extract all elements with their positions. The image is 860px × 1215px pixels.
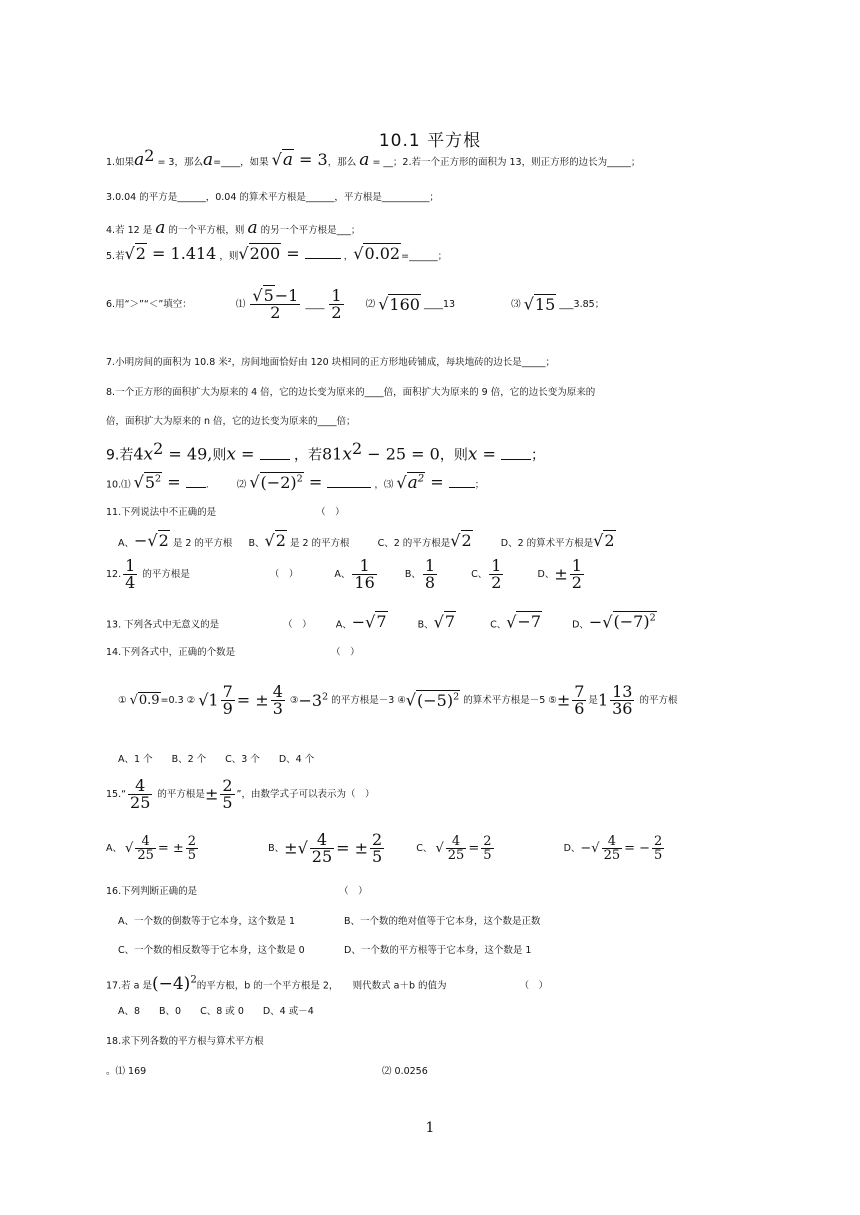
question-15: 15.“ $\frac{4}{25}$ 的平方根是± $\frac{2}{5}$ ”，由数学式子可以表示为（ ） [106,776,375,812]
question-14-stem: 14.下列各式中，正确的个数是 （ ） [106,647,360,658]
page-number: 1 [425,1120,435,1136]
question-9: 9.若$4x^2 = 49$,则x = ，若$81x^2 - 25 = 0$，则x = ； [106,439,545,465]
question-17: 17.若 a 是$(-4)^2$的平方根，b 的一个平方根是 2， 则代数式 a＋b 的值为 （ ） [106,973,549,994]
question-11-stem: 11.下列说法中不正确的是 （ ） [106,507,345,518]
question-8-line-1: 8.一个正方形的面积扩大为原来的 4 倍，它的边长变为原来的____倍，面积扩大为原来的 9 倍，它的边长变为原来的 [106,387,596,398]
question-14-items: ① √0.9=0.3 ② √1 $\frac{7}{9}$ = ± $\frac{4}{3}$ $③-3^2$ 的平方根是－3 $④√(-5)^2$ 的算术平方根是－5 ⑤± $\frac{7}{6}$ 是1 $\frac{13}{36}$ 的平方根 [118,682,678,718]
question-12: 12. $\frac{1}{4}$ 的平方根是 （ ） A、 $\frac{1}{16}$ B、 $\frac{1}{8}$ C、 $\frac{1}{2}$ D、± $\frac{1}{2}$ [106,556,582,592]
fraction: $\frac{√5-1}{2}$ [252,286,299,322]
question-18-part-2: ⑵ 0.0256 [382,1066,428,1077]
question-17-options: A、8 B、0 C、8 或 0 D、4 或－4 [118,1006,314,1017]
question-6: 6.用“＞”“＜”填空： ⑴ $\frac{√5-1}{2}$ ____ $\frac{1}{2}$ ⑵ √160 ____13 ⑶ √15 ___3.85； [106,286,605,322]
question-1: 1.如果$a^2 = 3$，那么a=____，如果 √a = 3，那么 a = __；2.若一个正方形的面积为 13，则正方形的边长为_____； [106,146,641,171]
question-7: 7.小明房间的面积为 10.8 米²，房间地面恰好由 120 块相同的正方形地砖铺成，每块地砖的边长是_____； [106,357,555,368]
question-10: 10.⑴ $√5^2$ = . ⑵ $√(-2)^2$ = ，⑶ $√a^2$ = ； [106,472,485,493]
question-18-stem: 18.求下列各数的平方根与算术平方根 [106,1036,264,1047]
question-3: 3.0.04 的平方是______，0.04 的算术平方根是______，平方根是__________； [106,192,439,203]
question-15-options: A、 √ $\frac{4}{25}$ = ± $\frac{2}{5}$ B、±√ $\frac{4}{25}$ = ± $\frac{2}{5}$ C、 √ $\frac{4}{25}$ = $\frac{2}{5}$ D、−√ $\frac{4}{25}$ = − $\frac{2}{5}$ [106,830,663,866]
question-16-option-d: D、一个数的平方根等于它本身，这个数是 1 [344,945,532,956]
question-13: 13. 下列各式中无意义的是 （ ） A、−√7 B、√7 C、√−7 D、$-√(-7)^2$ [106,612,656,632]
question-16-stem: 16.下列判断正确的是 （ ） [106,886,368,897]
question-18-part-1: 。⑴ 169 [106,1066,147,1077]
question-16-option-b: B、一个数的绝对值等于它本身，这个数是正数 [344,916,541,927]
question-14-options: A、1 个 B、2 个 C、3 个 D、4 个 [118,754,315,765]
question-11-options: A、−√2 是 2 的平方根 B、√2 是 2 的平方根 C、2 的平方根是√2 D、2 的算术平方根是√2 [118,531,615,550]
question-4: 4.若 12 是 a 的一个平方根，则 a 的另一个平方根是___； [106,218,361,238]
question-5: 5.若√2 = 1.414 ，则√200 = ，√0.02=______； [106,244,448,263]
page-title: 10.1 平方根 [378,131,482,151]
question-16-option-a: A、一个数的倒数等于它本身，这个数是 1 [118,916,296,927]
question-8-line-2: 倍，面积扩大为原来的 n 倍，它的边长变为原来的____倍； [106,416,356,427]
question-16-option-c: C、一个数的相反数等于它本身，这个数是 0 [118,945,305,956]
